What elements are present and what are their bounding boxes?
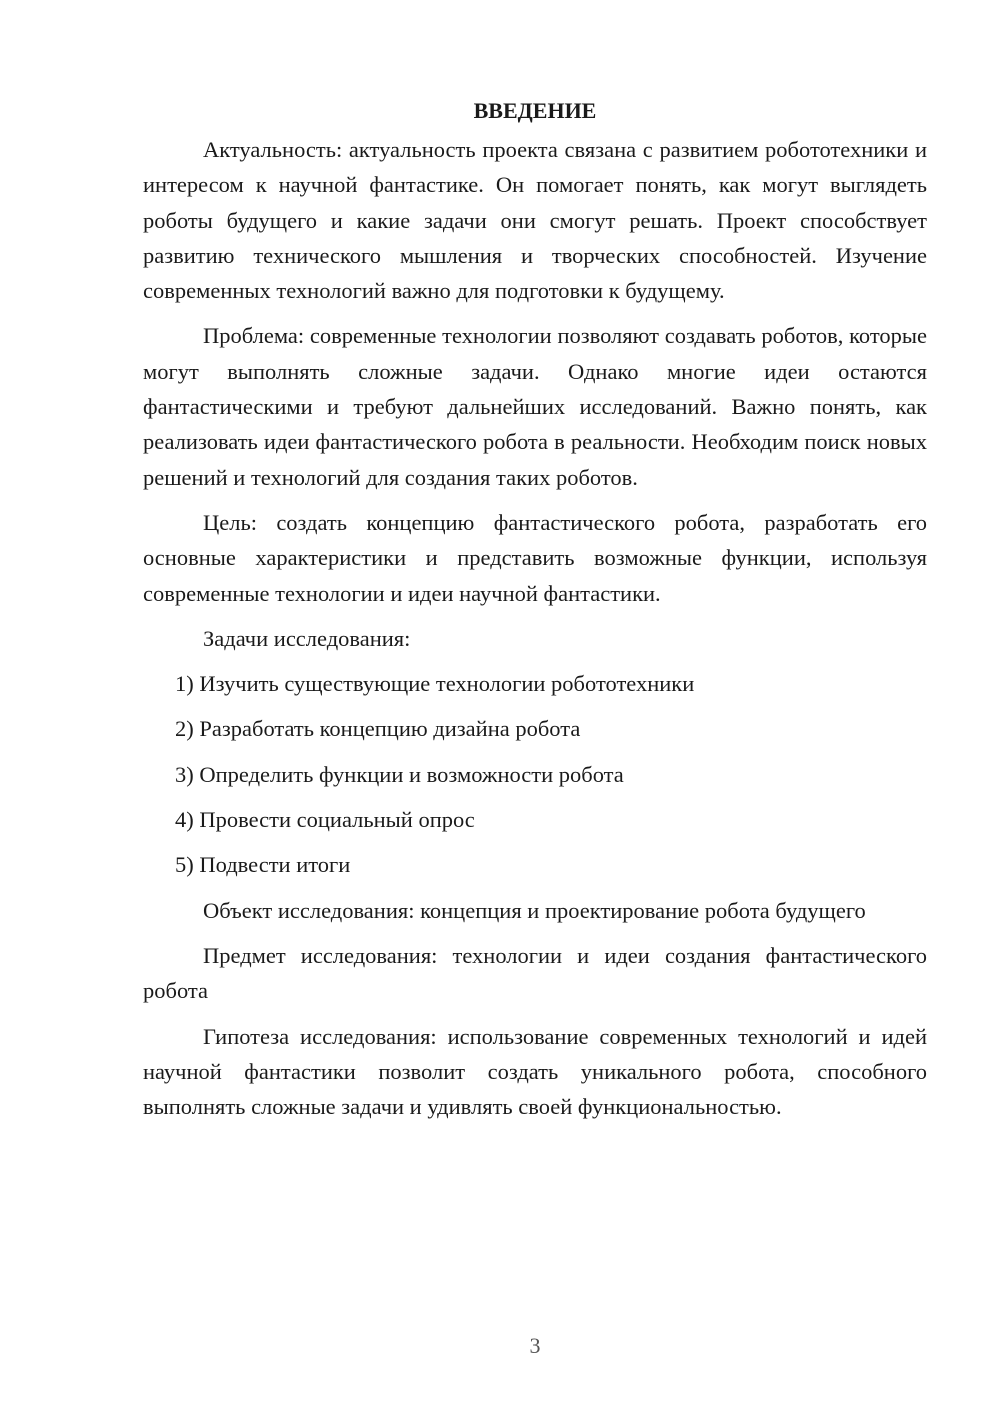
tasks-list [143,666,927,882]
task-item: 2) Разработать концепцию дизайна робота [175,716,581,742]
task-item: 4) Провести социальный опрос [175,807,475,833]
relevance-paragraph: Актуальность: актуальность проекта связана с развитием робототехники и интересом к научной фантастике. Он помогает понять, как могут выглядеть роботы будущего и какие задачи они смогут решать. Проект способствует развитию технического мышления и творческих способностей. Изучение современных технологий важно для подготовки к будущему. [143,137,927,304]
task-item: 3) Определить функции и возможности робота [175,761,624,787]
tasks-label: Задачи исследования: [203,625,411,651]
object-paragraph: Объект исследования: концепция и проектирование робота будущего [203,897,866,923]
hypothesis-paragraph: Гипотеза исследования: использование современных технологий и идей научной фантастики позволит создать уникального робота, способного выполнять сложные задачи и удивлять своей функциональностью. [143,1023,927,1120]
subject-paragraph: Предмет исследования: технологии и идеи создания фантастического робота [143,942,927,1004]
task-item: 5) Подвести итоги [175,852,351,878]
problem-paragraph: Проблема: современные технологии позволяют создавать роботов, которые могут выполнять сложные задачи. Однако многие идеи остаются фантастическими и требуют дальнейших исследований. Важно понять, как реализовать идеи фантастического робота в реальности. Необходим поиск новых решений и технологий для создания таких роботов. [143,323,927,490]
section-heading: ВВЕДЕНИЕ [473,98,597,123]
goal-paragraph: Цель: создать концепцию фантастического робота, разработать его основные характеристики и представить возможные функции, используя современные технологии и идеи научной фантастики. [143,509,927,606]
task-item: 1) Изучить существующие технологии робототехники [175,671,695,697]
page-content [143,93,927,1134]
page-number: 3 [529,1333,541,1358]
